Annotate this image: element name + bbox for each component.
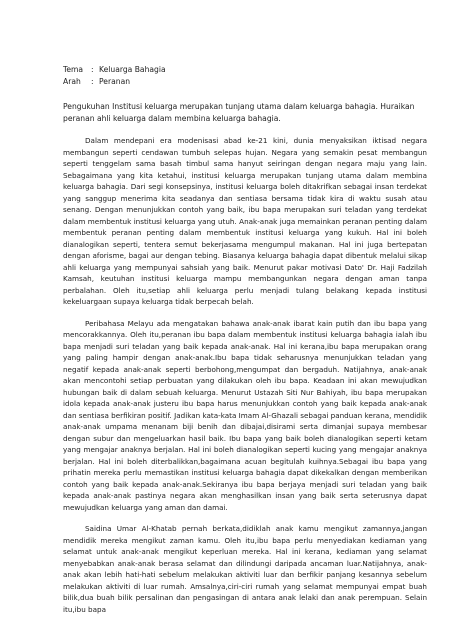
arah-label: Arah [63, 77, 81, 86]
paragraph-introduction: Dalam mendepani era modenisasi abad ke-21 kini, dunia menyaksikan iktisad negara membangun seperti cendawan tumbuh selepas hujan. Negara yang semakin pesat membangun seperti tenggelam sama basah timbul sama hanyut seiringan dengan negara maju yang lain. Sebagaimana yang kita ketahui, institusi keluarga merupakan tunjang utama dalam membina keluarga bahagia. Dari segi konsepsinya, institusi keluarga boleh ditakrifkan sebagai insan terdekat yang sanggup menerima kita seadanya dan sentiasa bersama tidak kira di waktu susah atau senang. Dengan menunjukkan contoh yang baik, ibu bapa merupakan suri teladan yang terdekat dalam membentuk institusi keluarga yang utuh. Anak-anak juga memainkan peranan penting dalam membentuk peranan penting dalam membentuk institusi keluarga yang kukuh. Hal ini boleh dianalogikan seperti, tentera semut bekerjasama mengumpul makanan. Hal ini juga bertepatan dengan aforisme, bagai aur dengan tebing. Biasanya keluarga bahagia dapat dibentuk melalui sikap ahli keluarga yang mempunyai sahsiah yang baik. Menurut pakar motivasi Dato' Dr. Haji Fadzilah Kamsah, keutuhan institusi keluarga mampu membangunkan negara dengan aman tanpa perbalahan. Oleh itu,setiap ahli keluarga perlu menjadi tulang belakang kepada institusi kekeluargaan supaya keluarga tidak berpecah belah. [63, 136, 427, 307]
tema-separator: : [91, 65, 94, 74]
tema-line [63, 64, 427, 76]
paragraph-body-1: Peribahasa Melayu ada mengatakan bahawa anak-anak ibarat kain putih dan ibu bapa yang mencorakkannya. Oleh itu,peranan ibu bapa dalam membentuk institusi keluarga bahagia ialah ibu bapa menjadi suri teladan yang baik kepada anak-anak. Hal ini kerana,ibu bapa merupakan orang yang paling hampir dengan anak-anak.Ibu bapa tidak seharusnya menunjukkan teladan yang negatif kepada anak-anak seperti berbohong,mengumpat dan bergaduh. Natijahnya, anak-anak akan mencontohi setiap perbuatan yang dilakukan oleh ibu bapa. Keadaan ini akan mewujudkan hubungan baik di dalam sebuah keluarga. Menurut Ustazah Siti Nur Bahiyah, ibu bapa merupakan idola kepada anak-anak justeru ibu bapa harus menunjukkan contoh yang baik kepada anak-anak dan sentiasa berfikiran positif. Jadikan kata-kata Imam Al-Ghazali sebagai panduan kerana, mendidik anak-anak umpama menanam biji benih dan dibajai,disirami serta dimanjai supaya membesar dengan subur dan mengeluarkan hasil baik. Ibu bapa yang baik boleh dianalogikan seperti ketam yang mengajar anaknya berjalan. Hal ini boleh dianalogikan seperti kucing yang mengajar anaknya berjalan. Hal ini boleh diterbalikkan,bagaimana acuan begitulah kuihnya.Sebagai ibu bapa yang prihatin mereka perlu memastikan institusi keluarga bahagia dapat dikekalkan dengan memberikan contoh yang baik kepada anak-anak.Sekiranya ibu bapa berjaya menjadi suri teladan yang baik kepada anak-anak pastinya negara akan menghasilkan insan yang baik serta seterusnya dapat mewujudkan keluarga yang aman dan damai. [63, 318, 427, 512]
tema-label: Tema [63, 65, 84, 74]
tema-value: Keluarga Bahagia [99, 65, 166, 74]
essay-question: Pengukuhan Institusi keluarga merupakan tunjang utama dalam keluarga bahagia. Huraikan peranan ahli keluarga dalam membina keluarga bahagia. [63, 102, 415, 123]
paragraph-body-2: Saidina Umar Al-Khatab pernah berkata,didiklah anak kamu mengikut zamannya,jangan mendidik mereka mengikut zaman kamu. Oleh itu,ibu bapa perlu menyediakan kediaman yang selamat untuk anak-anak mengikut keperluan mereka. Hal ini kerana, kediaman yang selamat menyebabkan anak-anak berasa selamat dan dilindungi daripada ancaman luar.Natijahnya, anak-anak akan lebih hati-hati sebelum melakukan aktiviti luar dan berfikir panjang kesannya sebelum melakukan aktiviti di luar rumah. Amsalnya,ciri-ciri rumah yang selamat mempunyai empat buah bilik,dua buah bilik persalinan dan pengasingan di antara anak lelaki dan anak perempuan. Selain itu,ibu bapa [63, 524, 427, 614]
arah-value: Peranan [99, 77, 131, 86]
arah-line [63, 76, 427, 88]
arah-separator: : [91, 77, 94, 86]
header-meta [63, 64, 427, 88]
